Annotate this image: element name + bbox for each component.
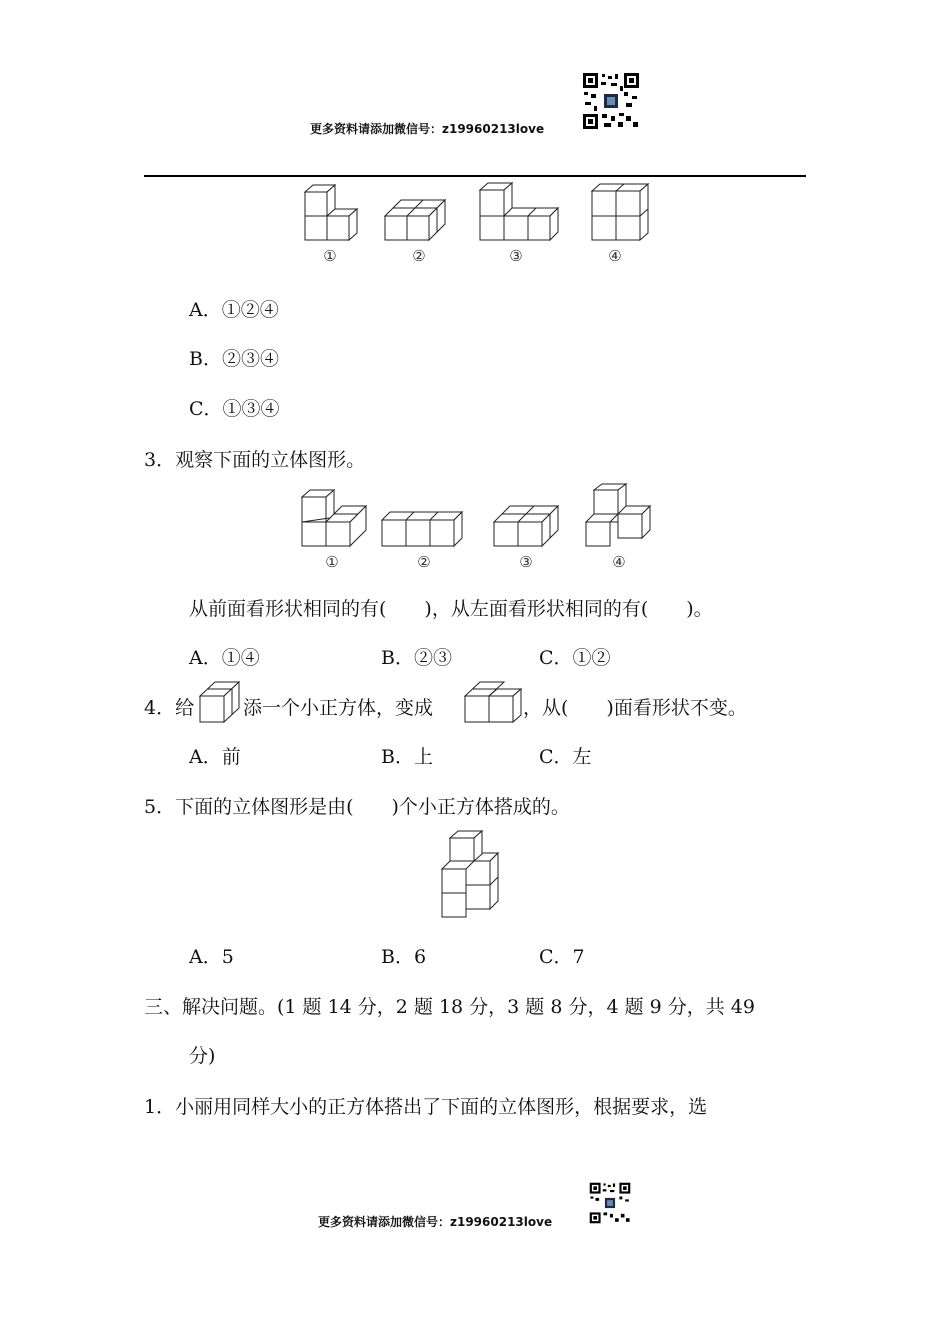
q3-shape-2 bbox=[382, 512, 462, 546]
q2-label-4: ④ bbox=[608, 247, 622, 265]
qr-code-icon bbox=[582, 72, 640, 130]
q4-option-c[interactable]: C．左 bbox=[539, 746, 592, 768]
q4-part3: ，从( )面看形状不变。 bbox=[523, 697, 747, 719]
q2-shape-3 bbox=[480, 183, 558, 240]
q5-figure bbox=[438, 828, 510, 920]
q3-figure bbox=[298, 484, 658, 548]
q3-stem: 3．观察下面的立体图形。 bbox=[144, 449, 366, 471]
q2-shape-1 bbox=[305, 185, 357, 240]
q3-option-a[interactable]: A．①④ bbox=[189, 647, 260, 669]
q2-label-2: ② bbox=[412, 247, 426, 265]
q3-option-c[interactable]: C．①② bbox=[539, 647, 611, 669]
q2-option-b[interactable]: B．②③④ bbox=[189, 348, 279, 370]
q4-shape-after bbox=[464, 680, 524, 725]
q4-option-b[interactable]: B．上 bbox=[381, 746, 433, 768]
section3-title-line2: 分) bbox=[189, 1045, 216, 1067]
q5-option-b[interactable]: B．6 bbox=[381, 946, 427, 968]
q2-shape-4 bbox=[592, 184, 648, 240]
s3q1-text: 1．小丽用同样大小的正方体搭出了下面的立体图形，根据要求，选 bbox=[144, 1096, 708, 1118]
q5-stem: 5．下面的立体图形是由( )个小正方体搭成的。 bbox=[144, 796, 570, 818]
q3-question: 从前面看形状相同的有( )，从左面看形状相同的有( )。 bbox=[189, 598, 713, 620]
q2-figure bbox=[300, 182, 665, 244]
q2-shape-2 bbox=[385, 200, 445, 240]
q3-label-3: ③ bbox=[519, 553, 533, 571]
footer-text: 更多资料请添加微信号：z19960213love bbox=[318, 1215, 553, 1229]
q3-option-b[interactable]: B．②③ bbox=[381, 647, 452, 669]
q3-label-2: ② bbox=[417, 553, 431, 571]
q3-shape-4 bbox=[586, 484, 650, 546]
header-text: 更多资料请添加微信号：z19960213love bbox=[310, 122, 545, 136]
q5-option-a[interactable]: A．5 bbox=[189, 946, 234, 968]
q3-label-4: ④ bbox=[612, 553, 626, 571]
q4-shape-before bbox=[199, 680, 241, 725]
q2-label-3: ③ bbox=[509, 247, 523, 265]
q2-label-1: ① bbox=[323, 247, 337, 265]
footer-qr-code-icon bbox=[589, 1182, 631, 1224]
header-rule bbox=[144, 175, 806, 177]
q3-label-1: ① bbox=[325, 553, 339, 571]
section3-title-line1: 三、解决问题。(1 题 14 分，2 题 18 分，3 题 8 分，4 题 9 分，共 49 bbox=[144, 996, 755, 1018]
q2-option-a[interactable]: A．①②④ bbox=[189, 299, 279, 321]
q3-shape-1 bbox=[302, 490, 366, 546]
q2-option-c[interactable]: C．①③④ bbox=[189, 398, 280, 420]
q5-option-c[interactable]: C．7 bbox=[539, 946, 585, 968]
q4-part2: 添一个小正方体，变成 bbox=[243, 697, 434, 719]
q4-option-a[interactable]: A．前 bbox=[189, 746, 241, 768]
q4-part1: 4．给 bbox=[144, 697, 195, 719]
q3-shape-3 bbox=[494, 506, 558, 546]
